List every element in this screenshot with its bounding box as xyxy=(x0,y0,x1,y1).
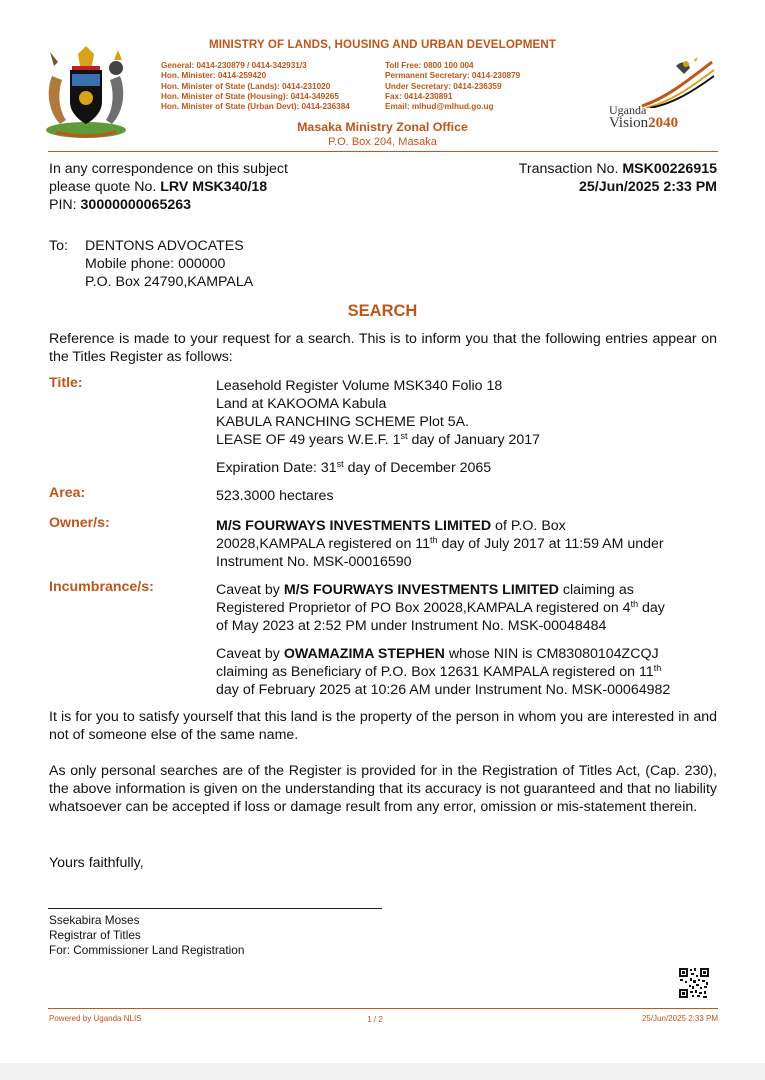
vision-logo-text xyxy=(609,115,678,132)
ministry-name: MINISTRY OF LANDS, HOUSING AND URBAN DEVELOPMENT xyxy=(208,38,557,51)
quote-prefix: please quote No. xyxy=(49,179,161,195)
title-line: Leasehold Register Volume MSK340 Folio 18 xyxy=(216,378,503,394)
lease-line xyxy=(216,431,716,449)
contact-line: Toll Free: 0800 100 004 xyxy=(385,61,474,70)
recipient-block xyxy=(85,237,385,291)
reference-line: In any correspondence on this subject xyxy=(49,161,288,177)
reference-block xyxy=(49,160,379,214)
footer-page-number: 1 / 2 xyxy=(367,1015,383,1024)
caveat-sup: th xyxy=(630,599,639,609)
closing: Yours faithfully, xyxy=(49,855,144,871)
caveat-line xyxy=(216,581,726,599)
recipient-box: P.O. Box 24790,KAMPALA xyxy=(85,274,254,290)
vision-year: 2040 xyxy=(648,115,679,131)
signatory-for: For: Commissioner Land Registration xyxy=(49,943,245,957)
caveat-2 xyxy=(216,645,726,699)
contact-line: Hon. Minister of State (Urban Devt): 0414-236384 xyxy=(161,102,350,112)
owner-sup: th xyxy=(430,535,438,545)
notice-paragraph: It is for you to satisfy yourself that this land is the property of the person in whom you are interested in and not of someone else of the same name. xyxy=(49,709,717,743)
transaction-datetime: 25/Jun/2025 2:33 PM xyxy=(578,179,717,195)
transaction-block xyxy=(440,160,717,196)
title-line: KABULA RANCHING SCHEME Plot 5A. xyxy=(216,414,470,430)
expiry-text: Expiration Date: 31 xyxy=(216,460,337,476)
caveat-line xyxy=(216,599,726,617)
expiry-line xyxy=(216,459,716,477)
transaction-number: MSK00226915 xyxy=(622,161,717,177)
intro-paragraph: Reference is made to your request for a search. This is to inform you that the following entries appear on the Titles Register as follows: xyxy=(49,331,717,365)
signatory-title: Registrar of Titles xyxy=(49,928,141,942)
crested-crane-icon xyxy=(636,58,716,108)
contact-line: Permanent Secretary: 0414-230879 xyxy=(385,71,521,81)
owner-line: Instrument No. MSK-00016590 xyxy=(216,554,412,570)
owner-label: Owner/s: xyxy=(49,515,110,531)
vision-text: Vision xyxy=(609,115,649,131)
signatory-name: Ssekabira Moses xyxy=(49,913,140,927)
office-name: Masaka Ministry Zonal Office xyxy=(297,120,468,134)
quote-number: LRV MSK340/18 xyxy=(160,179,268,195)
contact-line: Under Secretary: 0414-236359 xyxy=(385,81,502,91)
transaction-line xyxy=(440,160,717,178)
signature-line xyxy=(48,908,382,909)
owner-text: 20028,KAMPALA registered on 11 xyxy=(216,536,431,552)
footer-divider xyxy=(48,1008,718,1009)
caveat-text: Registered Proprietor of PO Box 20028,KAMPALA registered on 4 xyxy=(216,600,631,616)
expiry-text: day of December 2065 xyxy=(343,460,492,476)
owner-details xyxy=(216,517,716,571)
recipient-phone: Mobile phone: 000000 xyxy=(85,256,226,272)
disclaimer-paragraph: As only personal searches are of the Register is provided for in the Registration of Titles Act, (Cap. 230), the above information is given on the understanding that its accuracy is not guaranteed and that no liability whatsoever can be accepted if loss or damage result from any error, omission or mis-statement therein. xyxy=(49,763,717,815)
page-title: SEARCH xyxy=(347,302,418,320)
contact-line: Email: mlhud@mlhud.go.ug xyxy=(385,102,494,112)
area-label: Area: xyxy=(49,485,86,501)
contact-line: Hon. Minister of State (Lands): 0414-231020 xyxy=(161,81,331,91)
caveat-text: claiming as xyxy=(558,582,634,598)
quote-line xyxy=(49,178,379,196)
area-value: 523.3000 hectares xyxy=(216,488,334,504)
caveat-sup: th xyxy=(653,663,662,673)
to-label: To: xyxy=(49,238,68,254)
owner-text: day of July 2017 at 11:59 AM under xyxy=(437,536,664,552)
caveat-1 xyxy=(216,581,726,635)
lease-sup: st xyxy=(400,431,408,441)
pin-prefix: PIN: xyxy=(49,197,81,213)
header-divider xyxy=(48,151,718,152)
title-details xyxy=(216,377,716,477)
caveat-text: day xyxy=(638,600,665,616)
contacts-left xyxy=(161,61,391,112)
owner-name: M/S FOURWAYS INVESTMENTS LIMITED xyxy=(216,518,492,534)
expiry-sup: st xyxy=(336,459,344,469)
signatory-block xyxy=(49,913,244,958)
incumbrance-label: Incumbrance/s: xyxy=(49,579,154,595)
caveat-party: OWAMAZIMA STEPHEN xyxy=(283,646,445,662)
caveat-text: whose NIN is CM83080104ZCQJ xyxy=(444,646,659,662)
caveat-line xyxy=(216,663,726,681)
contacts-right xyxy=(385,61,585,112)
lease-text: LEASE OF 49 years W.E.F. 1 xyxy=(216,432,401,448)
footer-powered: Powered by Uganda NLIS xyxy=(49,1014,142,1023)
coat-of-arms-icon xyxy=(42,46,130,141)
owner-line xyxy=(216,517,716,535)
title-line: Land at KAKOOMA Kabula xyxy=(216,396,387,412)
contact-line: General: 0414-230879 / 0414-342931/3 xyxy=(161,61,307,70)
pin-line xyxy=(49,196,379,214)
contact-line: Hon. Minister of State (Housing): 0414-349265 xyxy=(161,91,339,101)
caveat-line: day of February 2025 at 10:26 AM under Instrument No. MSK-00064982 xyxy=(216,682,671,698)
footer-timestamp: 25/Jun/2025 2:33 PM xyxy=(641,1014,718,1023)
owner-text: of P.O. Box xyxy=(491,518,566,534)
vision-word: Uganda xyxy=(609,103,647,117)
title-label: Title: xyxy=(49,375,83,391)
transaction-prefix: Transaction No. xyxy=(518,161,623,177)
pin-number: 30000000065263 xyxy=(80,197,192,213)
lease-text: day of January 2017 xyxy=(407,432,541,448)
caveat-text: claiming as Beneficiary of P.O. Box 12631 KAMPALA registered on 11 xyxy=(216,664,654,680)
caveat-party: M/S FOURWAYS INVESTMENTS LIMITED xyxy=(283,582,559,598)
caveat-line: of May 2023 at 2:52 PM under Instrument No. MSK-00048484 xyxy=(216,618,607,634)
recipient-name: DENTONS ADVOCATES xyxy=(85,238,244,254)
caveat-line xyxy=(216,645,726,663)
caveat-text: Caveat by xyxy=(216,646,284,662)
qr-code-icon xyxy=(678,967,710,999)
contact-line: Fax: 0414-230891 xyxy=(385,91,453,101)
owner-line xyxy=(216,535,716,553)
caveat-text: Caveat by xyxy=(216,582,284,598)
office-address: P.O. Box 204, Masaka xyxy=(328,136,437,148)
contact-line: Hon. Minister: 0414-259420 xyxy=(161,71,267,81)
